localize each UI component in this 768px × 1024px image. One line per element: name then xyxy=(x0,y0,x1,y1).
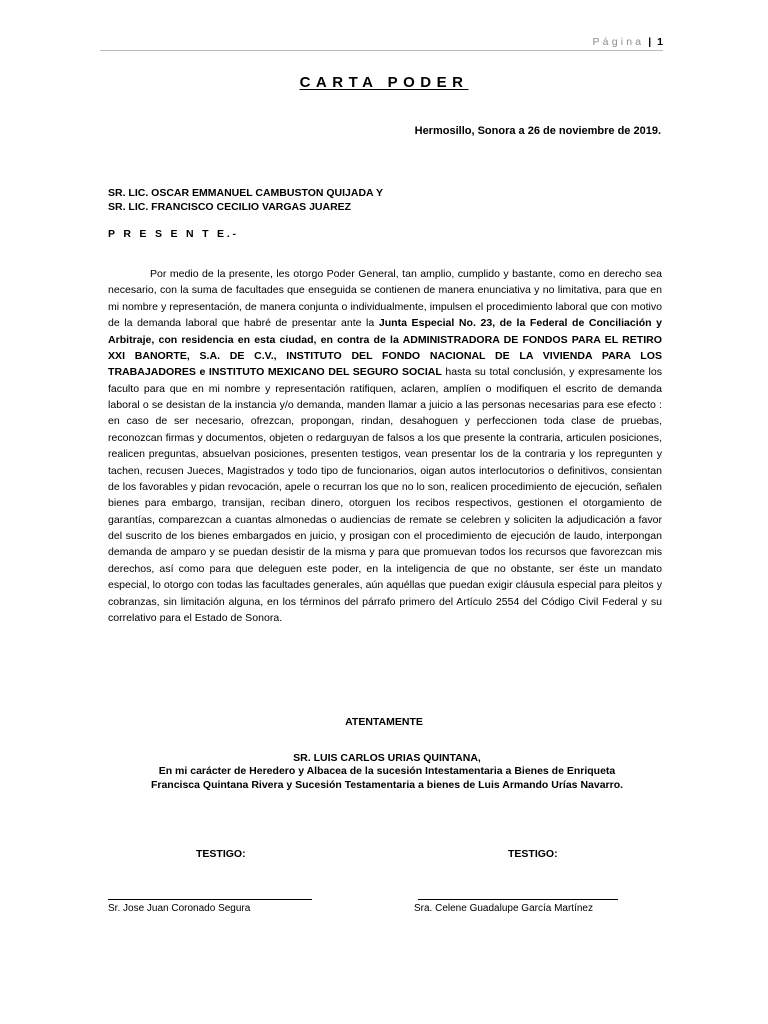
signer-capacity: Francisca Quintana Rivera y Sucesión Testamentaria a bienes de Luis Armando Urías Navarro. xyxy=(150,778,624,791)
addressee-line: SR. LIC. OSCAR EMMANUEL CAMBUSTON QUIJADA Y xyxy=(108,187,383,199)
addressee-line: SR. LIC. FRANCISCO CECILIO VARGAS JUAREZ xyxy=(108,200,352,213)
page-number: 1 xyxy=(657,36,663,48)
page-label: Página xyxy=(592,36,645,48)
body-paragraph xyxy=(108,266,662,626)
body-text-segment: hasta su total conclusión, y expresamente los faculto para que en mi nombre y representación ratifiquen, aclaren, amplíen o modifiquen el escrito de demanda laboral o se desistan de la instancia y/o demanda, manden llamar a juicio a las personas necesarias para ese efecto : en caso de ser necesario, ofrezcan, propongan, rindan, desahoguen y perfeccionen toda clase de pruebas, reconozcan firmas y documentos, objeten o redarguyan de falsos a los que presente la contraria, articulen posiciones, realicen preguntas, absuelvan posiciones, presenten testigos, vean presentar los de la contraria y los repregunten y tachen, recusen Jueces, Magistrados y todo tipo de funcionarios, oigan autos interlocutorios o definitivos, consientan de los favorables y pidan revocación, apele o recurran los que no lo son, realicen procedimiento de ejecución, señalen bienes para embargo, transijan, reciban dinero, otorguen los recibos respectivos, gestionen el otorgamiento de garantías, comparezcan a cuantas almonedas o audiencias de remate se celebren y soliciten la adjudicación a favor del suscrito de los bienes embargados en juicio, y prosigan con el procedimiento de ejecución de laudo, interpongan demanda de amparo y se puedan desistir de la misma y para que promuevan todos los recursos que favorezcan mis derechos, así como para que deleguen este poder, en la inteligencia de que no obstante, ser éste un mandato especial, lo otorgo con todas las facultades generales, aún aquéllas que puedan exigir cláusula especial para pleitos y cobranzas, sin limitación alguna, en los términos del párrafo primero del Artículo 2554 del Código Civil Federal y su correlativo para el Estado de Sonora. xyxy=(108,366,662,624)
body-text-segment: Por medio de la presente, les otorgo Poder General, tan amplio, cumplido y bastante, como en derecho sea necesario, con la suma de facultades que enseguida se contienen de manera enunciativa y no limitativa, para que en mi nombre y representación, de manera conjunta o individualmente, impulsen el procedimiento laboral que con motivo de la demanda laboral que habré de presentar ante la xyxy=(108,268,662,330)
page-separator: | xyxy=(648,36,652,48)
witness-name-right: Sra. Celene Guadalupe García Martínez xyxy=(414,903,593,914)
addressee-block xyxy=(108,187,668,214)
closing: ATENTAMENTE xyxy=(345,716,423,728)
page-header xyxy=(100,36,663,51)
document-title: CARTA PODER xyxy=(299,74,469,91)
witness-name-left: Sr. Jose Juan Coronado Segura xyxy=(108,903,251,914)
signature-line-right xyxy=(418,899,618,900)
witness-label-right: TESTIGO: xyxy=(508,848,558,860)
place-date: Hermosillo, Sonora a 26 de noviembre de 2019. xyxy=(414,125,661,137)
witness-label-left: TESTIGO: xyxy=(196,848,246,860)
salutation: P R E S E N T E.- xyxy=(108,228,239,240)
signer-name: SR. LUIS CARLOS URIAS QUINTANA, xyxy=(293,752,481,764)
signer-capacity: En mi carácter de Heredero y Albacea de la sucesión Intestamentaria a Bienes de Enriqueta xyxy=(158,765,616,778)
document-title-block xyxy=(0,74,768,92)
signature-line-left xyxy=(108,899,312,900)
body-text-bold-segment: Junta Especial No. 23, de la Federal de Conciliación y Arbitraje, con residencia en esta ciudad, en contra de la ADMINISTRADORA DE FONDOS PARA EL RETIRO XXI BANORTE, S.A. DE C.V., INSTITUTO DEL FONDO NACIONAL DE LA VIVIENDA PARA LOS TRABAJADORES e INSTITUTO MEXICANO DEL SEGURO SOCIAL xyxy=(108,317,663,379)
signer-block xyxy=(98,752,676,792)
